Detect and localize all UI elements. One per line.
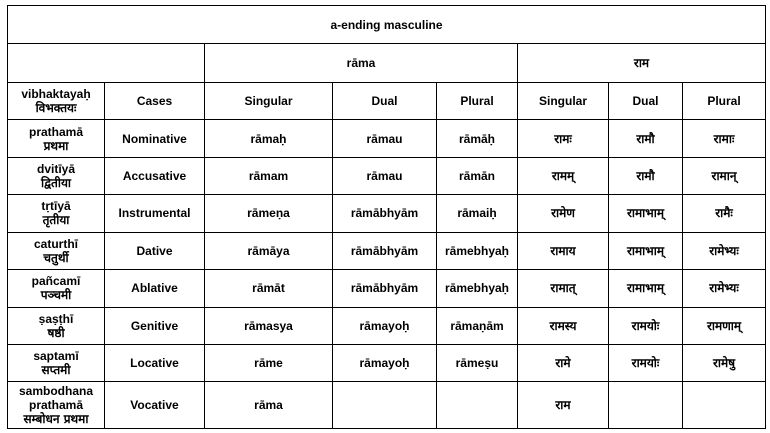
singular-iast: rāmāya (205, 232, 333, 269)
vibhakti-header-devanagari: विभक्तयः (35, 101, 77, 116)
plural-devanagari: रामान् (683, 157, 766, 194)
dual-devanagari: रामयोः (609, 307, 683, 344)
dual-iast: rāmābhyām (333, 195, 437, 232)
dual-devanagari: रामयोः (609, 344, 683, 381)
plural-iast: rāmān (437, 157, 518, 194)
singular-header-devanagari-group: Singular (518, 82, 609, 119)
dual-iast: rāmayoḥ (333, 344, 437, 381)
table-row (8, 270, 766, 307)
singular-iast: rāmasya (205, 307, 333, 344)
case-name: Ablative (105, 270, 205, 307)
vibhakti-devanagari: द्वितीया (40, 176, 72, 190)
declension-table (7, 5, 766, 429)
plural-iast: rāmaiḥ (437, 195, 518, 232)
plural-iast: rāmaṇām (437, 307, 518, 344)
plural-iast (437, 382, 518, 429)
vibhakti-iast: sambodhana (18, 384, 93, 399)
dual-iast: rāmau (333, 157, 437, 194)
plural-iast: rāmāḥ (437, 120, 518, 157)
singular-iast: rāme (205, 344, 333, 381)
plural-devanagari: रामेषु (683, 344, 766, 381)
singular-devanagari: रामे (518, 344, 609, 381)
case-name: Dative (105, 232, 205, 269)
group-header-devanagari: राम (518, 44, 766, 82)
vibhakti-cell (8, 382, 105, 429)
vibhakti-iast: tṛtīyā (41, 199, 71, 214)
vibhakti-cell (8, 157, 105, 194)
plural-header-devanagari-group: Plural (683, 82, 766, 119)
table-row (8, 307, 766, 344)
group-header-iast: rāma (205, 44, 518, 82)
vibhakti-cell (8, 120, 105, 157)
vibhakti-devanagari: प्रथमा (43, 138, 69, 153)
vibhakti-header-iast: vibhaktayaḥ (21, 87, 91, 102)
singular-devanagari: राम (518, 382, 609, 429)
plural-header: Plural (437, 82, 518, 119)
plural-iast: rāmebhyaḥ (437, 232, 518, 269)
dual-devanagari: रामौ (609, 157, 683, 194)
vibhakti-iast: saptamī (33, 349, 79, 364)
plural-devanagari: रामैः (683, 195, 766, 232)
singular-devanagari: रामाय (518, 232, 609, 269)
vibhakti-devanagari: पञ्चमी (40, 288, 72, 303)
vibhakti-iast: dvitīyā (36, 162, 75, 176)
dual-devanagari: रामाभाम् (609, 195, 683, 232)
table-row (8, 344, 766, 381)
case-name: Accusative (105, 157, 205, 194)
singular-iast: rāmaḥ (205, 120, 333, 157)
vibhakti-cell (8, 195, 105, 232)
singular-iast: rāmeṇa (205, 195, 333, 232)
dual-devanagari: रामाभाम् (609, 270, 683, 307)
vibhakti-devanagari: चतुर्थी (43, 250, 69, 265)
singular-devanagari: रामेण (518, 195, 609, 232)
vibhakti-iast: ṣaṣṭhī (38, 311, 74, 326)
vibhakti-devanagari: षष्ठी (47, 325, 65, 340)
table-row (8, 157, 766, 194)
dual-header: Dual (333, 82, 437, 119)
singular-devanagari: रामात् (518, 270, 609, 307)
dual-iast: rāmābhyām (333, 270, 437, 307)
case-name: Instrumental (105, 195, 205, 232)
table-row-vocative (8, 382, 766, 429)
vibhakti-iast: caturthī (33, 236, 78, 251)
dual-iast: rāmau (333, 120, 437, 157)
vibhakti-cell (8, 344, 105, 381)
table-row (8, 195, 766, 232)
dual-iast: rāmābhyām (333, 232, 437, 269)
dual-devanagari: रामाभाम् (609, 232, 683, 269)
cases-header: Cases (105, 82, 205, 119)
table-title: a-ending masculine (8, 6, 766, 44)
plural-devanagari (683, 382, 766, 429)
case-name: Nominative (105, 120, 205, 157)
plural-iast: rāmebhyaḥ (437, 270, 518, 307)
plural-devanagari: रामेभ्यः (683, 270, 766, 307)
plural-devanagari: रामेभ्यः (683, 232, 766, 269)
case-name: Genitive (105, 307, 205, 344)
vibhakti-header (8, 82, 105, 119)
singular-iast: rāma (205, 382, 333, 429)
vibhakti-iast: prathamā (28, 124, 84, 139)
singular-iast: rāmam (205, 157, 333, 194)
plural-devanagari: रामणाम् (683, 307, 766, 344)
dual-iast (333, 382, 437, 429)
case-name: Vocative (105, 382, 205, 429)
singular-devanagari: रामः (518, 120, 609, 157)
dual-devanagari (609, 382, 683, 429)
case-name: Locative (105, 344, 205, 381)
dual-iast: rāmayoḥ (333, 307, 437, 344)
singular-iast: rāmāt (205, 270, 333, 307)
vibhakti-devanagari: सप्तमी (41, 363, 71, 378)
vibhakti-cell (8, 232, 105, 269)
dual-devanagari: रामौ (609, 120, 683, 157)
singular-devanagari: रामस्य (518, 307, 609, 344)
vibhakti-devanagari: सम्बोधन प्रथमा (23, 412, 89, 427)
singular-header: Singular (205, 82, 333, 119)
corner-blank-cell (8, 44, 205, 82)
vibhakti-cell (8, 270, 105, 307)
vibhakti-devanagari: तृतीया (42, 213, 70, 228)
table-row (8, 120, 766, 157)
vibhakti-iast-second-line: prathamā (28, 398, 84, 413)
singular-devanagari: रामम् (518, 157, 609, 194)
plural-iast: rāmeṣu (437, 344, 518, 381)
vibhakti-iast: pañcamī (31, 274, 81, 289)
vibhakti-cell (8, 307, 105, 344)
table-row (8, 232, 766, 269)
dual-header-devanagari-group: Dual (609, 82, 683, 119)
plural-devanagari: रामाः (683, 120, 766, 157)
